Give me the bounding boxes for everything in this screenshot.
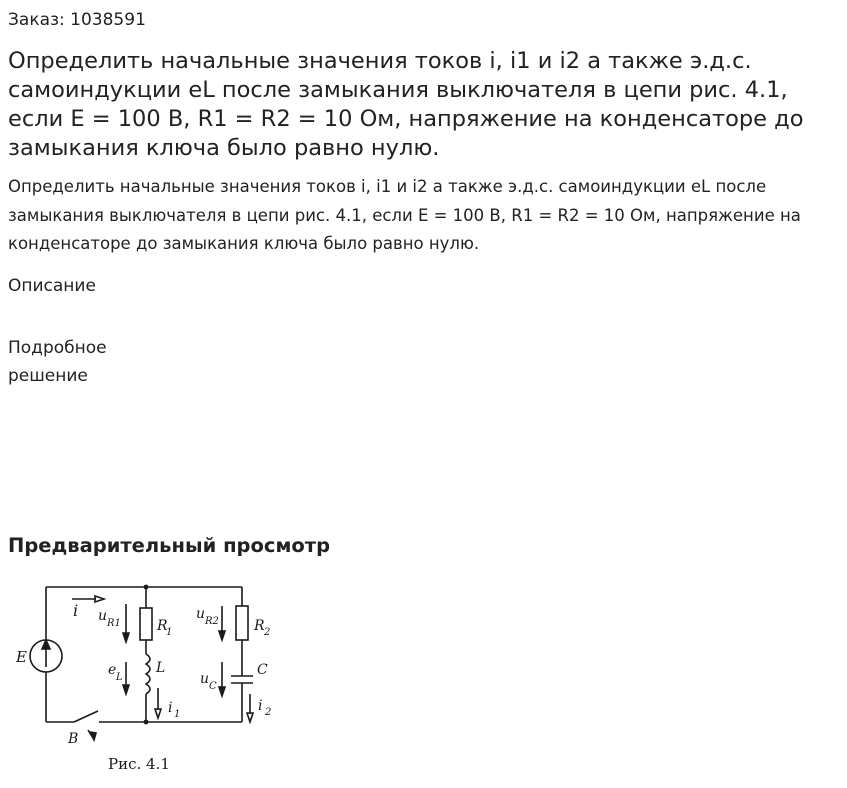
task-description: Определить начальные значения токов i, i1 и i2 а также э.д.с. самоиндукции eL после замыкания выключателя в цепи рис. 4.1, если E = 100 В, R1 = R2 = 10 Ом, напряжение на конденсаторе до замыкания ключа было равно нулю. <box>8 177 801 253</box>
label-r2-sub: 2 <box>264 627 271 638</box>
label-r1-sub: 1 <box>166 627 173 638</box>
label-ur1-sub: R1 <box>107 618 121 629</box>
order-number: Заказ: 1038591 <box>8 10 146 30</box>
figure-caption: Рис. 4.1 <box>108 755 170 773</box>
label-i1: i <box>168 700 173 716</box>
label-i1-sub: 1 <box>174 709 181 720</box>
label-ur1: u <box>98 608 108 624</box>
label-uc-sub: C <box>209 681 217 692</box>
circuit-diagram <box>0 570 290 780</box>
label-b: B <box>68 731 79 747</box>
label-c: C <box>257 662 268 678</box>
resistor-r1-icon <box>140 608 152 640</box>
label-i2-sub: 2 <box>265 707 272 718</box>
resistor-r2-icon <box>236 606 248 640</box>
label-uc: u <box>200 671 210 687</box>
label-ur2-sub: R2 <box>205 616 219 627</box>
preview-title: Предварительный просмотр <box>8 534 331 557</box>
label-i2: i <box>258 698 263 714</box>
label-ur2: u <box>196 606 206 622</box>
label-r1: R <box>157 618 168 634</box>
label-el: e <box>108 662 117 678</box>
label-el-sub: L <box>116 672 123 683</box>
inductor-l-icon <box>146 654 150 694</box>
switch-icon <box>74 711 98 722</box>
solution-tab[interactable]: Подробное решение <box>8 338 107 386</box>
label-e: E <box>16 648 27 666</box>
description-tab[interactable]: Описание <box>8 276 96 296</box>
label-l: L <box>156 660 166 676</box>
circuit-preview-image <box>0 570 290 780</box>
task-title: Определить начальные значения токов i, i1 и i2 а также э.д.с. самоиндукции eL после замыкания выключателя в цепи рис. 4.1, если E = 100 В, R1 = R2 = 10 Ом, напряжение на конденсаторе до замыкания ключа было равно нулю. <box>8 48 804 161</box>
label-r2: R <box>254 618 265 634</box>
label-i: i <box>73 601 79 620</box>
